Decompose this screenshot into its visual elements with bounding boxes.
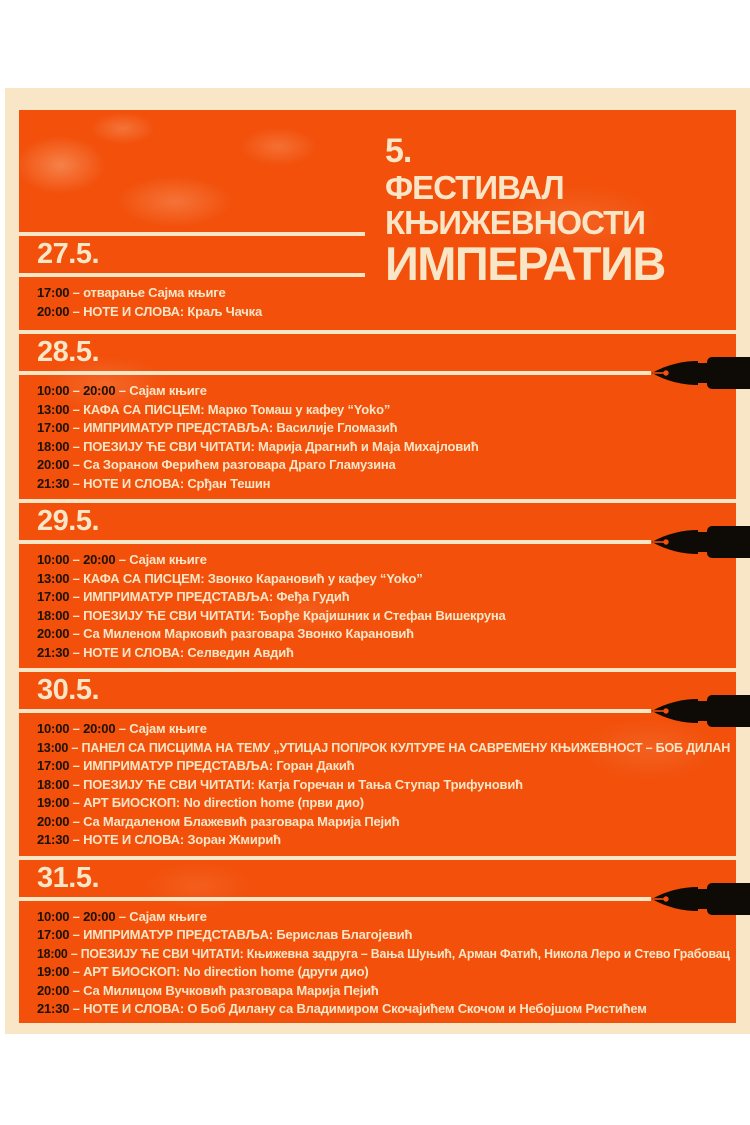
event-dash: – <box>115 721 130 736</box>
event-dash: – <box>69 438 84 454</box>
poster-header <box>19 110 736 330</box>
event-time: 17:00 <box>37 927 70 942</box>
event-time: 13:00 <box>37 401 70 417</box>
event-time: 20:00 <box>83 721 116 736</box>
event-row <box>37 438 730 457</box>
event-dash: – <box>69 626 84 641</box>
event-row <box>37 1000 730 1019</box>
event-time: 13:00 <box>37 570 70 586</box>
separator-rule <box>19 897 651 901</box>
title-line: КЊИЖЕВНОСТИ <box>385 204 645 241</box>
event-row <box>37 284 359 303</box>
event-dash: – <box>69 964 84 979</box>
event-title: ИМПРИМАТУР ПРЕДСТАВЉА: Горан Дакић <box>83 758 355 773</box>
event-time: 20:00 <box>83 552 116 567</box>
event-title: Са Милицом Вучковић разговара Марија Пејић <box>83 982 379 998</box>
event-row <box>37 945 730 964</box>
first-day-column <box>19 110 365 330</box>
event-title: ИМПРИМАТУР ПРЕДСТАВЉА: Феђа Гудић <box>83 589 350 604</box>
event-title: ПОЕЗИЈУ ЋЕ СВИ ЧИТАТИ: Ђорђе Крајишник и Стефан Вишекруна <box>83 607 506 623</box>
title-line: ФЕСТИВАЛ <box>385 169 564 206</box>
event-dash: – <box>69 383 84 398</box>
event-row <box>37 607 730 626</box>
event-row <box>37 982 730 1001</box>
event-title: КАФА СА ПИСЦЕМ: Звонко Карановић у кафеу “Yoko” <box>83 570 423 586</box>
event-time: 17:00 <box>37 758 70 773</box>
event-time: 17:00 <box>37 285 70 300</box>
event-title: ИМПРИМАТУР ПРЕДСТАВЉА: Василије Гломазић <box>83 420 398 435</box>
event-title: НОТЕ И СЛОВА: Срђан Тешин <box>83 475 271 491</box>
event-row <box>37 776 730 795</box>
event-time: 20:00 <box>37 982 70 998</box>
event-row <box>37 831 730 850</box>
event-dash: – <box>69 457 84 472</box>
event-dash: – <box>69 908 84 924</box>
event-time: 20:00 <box>37 813 70 829</box>
title-line: ИМПЕРАТИВ <box>385 237 665 290</box>
event-dash: – <box>69 475 84 491</box>
event-row <box>37 303 359 322</box>
event-time: 18:00 <box>37 945 68 961</box>
event-dash: – <box>69 589 84 604</box>
event-title: Са Зораном Ферићем разговара Драго Гламузина <box>83 457 396 472</box>
event-time: 10:00 <box>37 908 70 924</box>
separator-rule-with-pen <box>19 709 736 713</box>
event-dash: – <box>69 644 84 660</box>
event-dash: – <box>115 383 130 398</box>
event-dash: – <box>69 570 84 586</box>
event-title: Са Миленом Марковић разговара Звонко Карановић <box>83 626 414 641</box>
event-title: ПАНЕЛ СА ПИСЦИМА НА ТЕМУ „УТИЦАЈ ПОП/РОК КУЛТУРЕ НА САВРЕМЕНУ КЊИЖЕВНОСТ – БОБ ДИЛАН <box>81 739 731 755</box>
event-row <box>37 739 730 758</box>
event-time: 21:30 <box>37 644 70 660</box>
event-list <box>19 713 736 856</box>
event-time: 10:00 <box>37 383 70 398</box>
event-dash: – <box>69 420 84 435</box>
section-date: 31.5. <box>37 861 99 894</box>
event-dash: – <box>69 927 84 942</box>
event-dash: – <box>69 552 84 567</box>
event-time: 10:00 <box>37 552 70 567</box>
event-row <box>37 382 730 401</box>
event-title: Сајам књиге <box>129 552 207 567</box>
event-time: 19:00 <box>37 795 70 810</box>
event-dash: – <box>69 721 84 736</box>
event-time: 18:00 <box>37 438 70 454</box>
event-row <box>37 475 730 494</box>
grunge-texture <box>19 110 365 232</box>
event-time: 17:00 <box>37 420 70 435</box>
event-row <box>37 588 730 607</box>
separator-rule <box>19 709 651 713</box>
separator-rule-with-pen <box>19 371 736 375</box>
event-time: 20:00 <box>37 626 70 641</box>
event-title: НОТЕ И СЛОВА: Краљ Чачка <box>83 303 262 319</box>
event-time: 20:00 <box>83 383 116 398</box>
separator-rule-with-pen <box>19 897 736 901</box>
event-title: НОТЕ И СЛОВА: Селведин Авдић <box>83 644 294 660</box>
event-row <box>37 757 730 776</box>
event-title: КАФА СА ПИСЦЕМ: Марко Томаш у кафеу “Yoko” <box>83 401 391 417</box>
event-time: 21:30 <box>37 832 70 847</box>
event-title: НОТЕ И СЛОВА: О Боб Дилану са Владимиром Скочајићем Скочом и Небојшом Ристићем <box>83 1001 647 1016</box>
festival-title-block <box>365 110 736 330</box>
section-date: 29.5. <box>37 505 99 537</box>
event-dash: – <box>69 607 84 623</box>
event-title: ИМПРИМАТУР ПРЕДСТАВЉА: Берислав Благојевић <box>83 927 413 942</box>
event-title: Сајам књиге <box>129 908 207 924</box>
event-row <box>37 644 730 663</box>
event-time: 20:00 <box>83 908 116 924</box>
event-time: 20:00 <box>37 457 70 472</box>
event-dash: – <box>69 813 84 829</box>
event-time: 21:30 <box>37 475 70 491</box>
event-row <box>37 720 730 739</box>
separator-rule <box>19 371 651 375</box>
fountain-pen-icon <box>651 880 750 918</box>
event-dash: – <box>115 908 130 924</box>
event-dash: – <box>69 401 84 417</box>
event-dash: – <box>69 982 84 998</box>
event-dash: – <box>69 758 84 773</box>
event-dash: – <box>115 552 130 567</box>
event-dash: – <box>68 739 82 755</box>
section-date: 28.5. <box>37 336 99 368</box>
event-row <box>37 551 730 570</box>
event-row <box>37 456 730 475</box>
event-time: 17:00 <box>37 589 70 604</box>
event-title: ПОЕЗИЈУ ЋЕ СВИ ЧИТАТИ: Катја Горечан и Тања Ступар Трифуновић <box>83 776 523 792</box>
event-time: 20:00 <box>37 303 70 319</box>
event-title: НОТЕ И СЛОВА: Зоран Жмирић <box>83 832 281 847</box>
event-list <box>19 901 736 1025</box>
separator-rule-with-pen <box>19 540 736 544</box>
event-dash: – <box>69 303 84 319</box>
event-row <box>37 419 730 438</box>
event-dash: – <box>67 945 81 961</box>
event-title: ПОЕЗИЈУ ЋЕ СВИ ЧИТАТИ: Књижевна задруга – Вања Шуњић, Арман Фатић, Никола Леро и Стево Грабовац <box>80 945 730 961</box>
fountain-pen-icon <box>651 523 750 561</box>
schedule-sections <box>19 330 736 1025</box>
event-dash: – <box>69 285 84 300</box>
event-title: АРТ БИОСКОП: No direction home (други дио) <box>83 964 369 979</box>
event-row <box>37 926 730 945</box>
event-time: 10:00 <box>37 721 70 736</box>
section-date: 30.5. <box>37 674 99 706</box>
event-row <box>37 570 730 589</box>
event-title: АРТ БИОСКОП: No direction home (први дио) <box>83 795 364 810</box>
event-row <box>37 625 730 644</box>
orange-panel <box>19 110 736 1023</box>
event-title: Са Магдаленом Блажевић разговара Марија Пејић <box>83 813 400 829</box>
event-row <box>37 963 730 982</box>
event-time: 21:30 <box>37 1001 70 1016</box>
event-time: 18:00 <box>37 776 70 792</box>
event-time: 19:00 <box>37 964 70 979</box>
event-dash: – <box>69 832 84 847</box>
festival-poster <box>5 88 750 1034</box>
event-title: отварање Сајма књиге <box>83 285 226 300</box>
fountain-pen-icon <box>651 692 750 730</box>
fountain-pen-icon <box>651 354 750 392</box>
event-list <box>19 277 365 327</box>
event-title: ПОЕЗИЈУ ЋЕ СВИ ЧИТАТИ: Марија Драгнић и Маја Михајловић <box>83 438 479 454</box>
event-list <box>19 375 736 499</box>
event-title: Сајам књиге <box>129 721 207 736</box>
event-dash: – <box>69 795 84 810</box>
event-time: 13:00 <box>37 739 69 755</box>
event-dash: – <box>69 776 84 792</box>
event-dash: – <box>69 1001 84 1016</box>
event-time: 18:00 <box>37 607 70 623</box>
event-row <box>37 794 730 813</box>
section-date: 27.5. <box>37 238 99 270</box>
festival-edition-number: 5. <box>385 132 412 170</box>
event-row <box>37 401 730 420</box>
event-title: Сајам књиге <box>129 383 207 398</box>
event-row <box>37 813 730 832</box>
separator-rule <box>19 540 651 544</box>
event-row <box>37 908 730 927</box>
event-list <box>19 544 736 668</box>
